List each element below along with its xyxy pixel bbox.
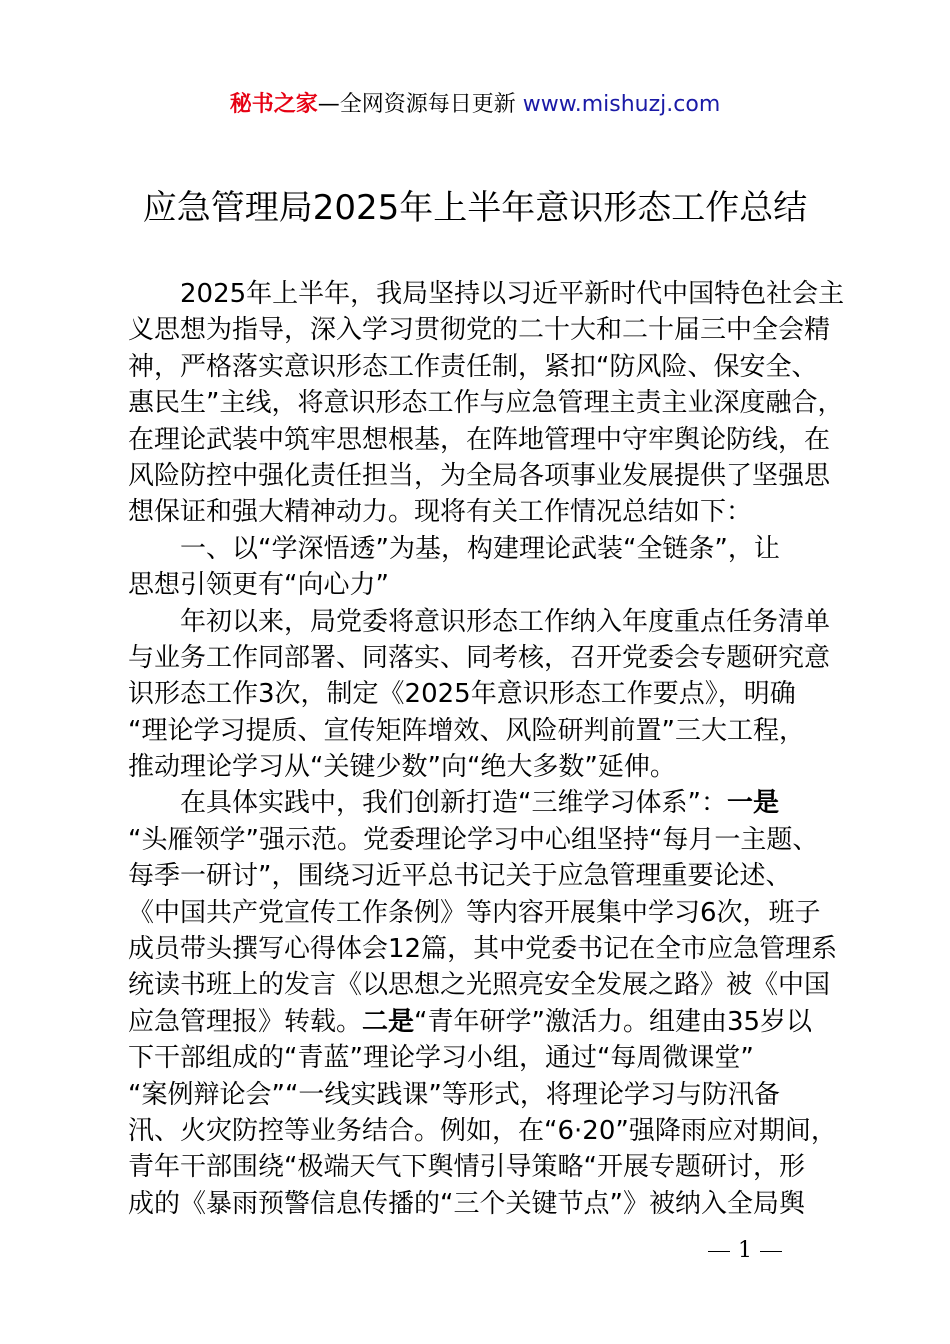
site-header bbox=[0, 88, 950, 122]
text-line: 成员带头撰写心得体会12篇，其中党委书记在全市应急管理系 bbox=[128, 934, 838, 965]
text-line: 统读书班上的发言《以思想之光照亮安全发展之路》被《中国 bbox=[128, 970, 831, 1001]
text-line: 在理论武装中筑牢思想根基，在阵地管理中守牢舆论防线，在 bbox=[128, 424, 831, 455]
text-run: “青年研学”激活力。组建由35岁以 bbox=[414, 1006, 813, 1037]
text-line: “理论学习提质、宣传矩阵增效、风险研判前置”三大工程， bbox=[128, 715, 805, 746]
text-line: 成的《暴雨预警信息传播的“三个关键节点”》被纳入全局舆 bbox=[128, 1188, 805, 1219]
text-line: 每季一研讨”，围绕习近平总书记关于应急管理重要论述、 bbox=[128, 861, 792, 892]
text-line: 汛、火灾防控等业务结合。例如，在“6·20”强降雨应对期间， bbox=[128, 1115, 837, 1146]
header-tagline: 全网资源每日更新 bbox=[339, 92, 516, 117]
section-heading-line: 思想引领更有“向心力” bbox=[128, 570, 389, 601]
text-line: 想保证和强大精神动力。现将有关工作情况总结如下： bbox=[128, 497, 753, 528]
text-line: 《中国共产党宣传工作条例》等内容开展集中学习6次，班子 bbox=[128, 897, 821, 928]
text-line: “头雁领学”强示范。党委理论学习中心组坚持“每月一主题、 bbox=[128, 824, 819, 855]
text-line: 推动理论学习从“关键少数”向“绝大多数”延伸。 bbox=[128, 752, 676, 783]
text-line: 年初以来，局党委将意识形态工作纳入年度重点任务清单 bbox=[180, 606, 831, 637]
footer-rule-right bbox=[760, 1251, 782, 1252]
text-line: 义思想为指导，深入学习贯彻党的二十大和二十届三中全会精 bbox=[128, 315, 831, 346]
text-line: 青年干部围绕“极端天气下舆情引导策略“开展专题研讨，形 bbox=[128, 1152, 805, 1183]
bold-marker: 二是 bbox=[362, 1006, 415, 1037]
document-title: 应急管理局2025年上半年意识形态工作总结 bbox=[142, 188, 808, 228]
text-run: 应急管理报》转载。 bbox=[128, 1006, 363, 1037]
text-line: 下干部组成的“青蓝”理论学习小组，通过“每周微课堂” bbox=[128, 1043, 754, 1074]
footer-rule-left bbox=[708, 1251, 730, 1252]
page-number: 1 bbox=[738, 1238, 752, 1263]
bold-marker: 一是 bbox=[726, 788, 779, 819]
text-run: 在具体实践中，我们创新打造“三维学习体系”： bbox=[180, 788, 727, 819]
brand-name[interactable]: 秘书之家 bbox=[229, 92, 318, 117]
text-line: 2025年上半年，我局坚持以习近平新时代中国特色社会主 bbox=[180, 279, 845, 309]
text-line bbox=[128, 785, 828, 821]
text-line: 神，严格落实意识形态工作责任制，紧扣“防风险、保安全、 bbox=[128, 351, 818, 382]
text-line: 与业务工作同部署、同落实、同考核，召开党委会专题研究意 bbox=[128, 642, 831, 673]
section-heading-line: 一、以“学深悟透”为基，构建理论武装“全链条”，让 bbox=[180, 533, 780, 564]
text-line: 识形态工作3次，制定《2025年意识形态工作要点》，明确 bbox=[128, 679, 796, 710]
text-line: 风险防控中强化责任担当，为全局各项事业发展提供了坚强思 bbox=[128, 460, 831, 491]
document-body bbox=[128, 276, 845, 1222]
text-line: 惠民生”主线，将意识形态工作与应急管理主责主业深度融合， bbox=[128, 388, 844, 419]
text-line bbox=[128, 1004, 828, 1040]
page-footer bbox=[700, 1236, 790, 1266]
site-url-link[interactable]: www.mishuzj.com bbox=[522, 92, 721, 117]
header-dash: — bbox=[317, 92, 340, 117]
text-line: “案例辩论会”“一线实践课”等形式，将理论学习与防汛备 bbox=[128, 1079, 780, 1110]
